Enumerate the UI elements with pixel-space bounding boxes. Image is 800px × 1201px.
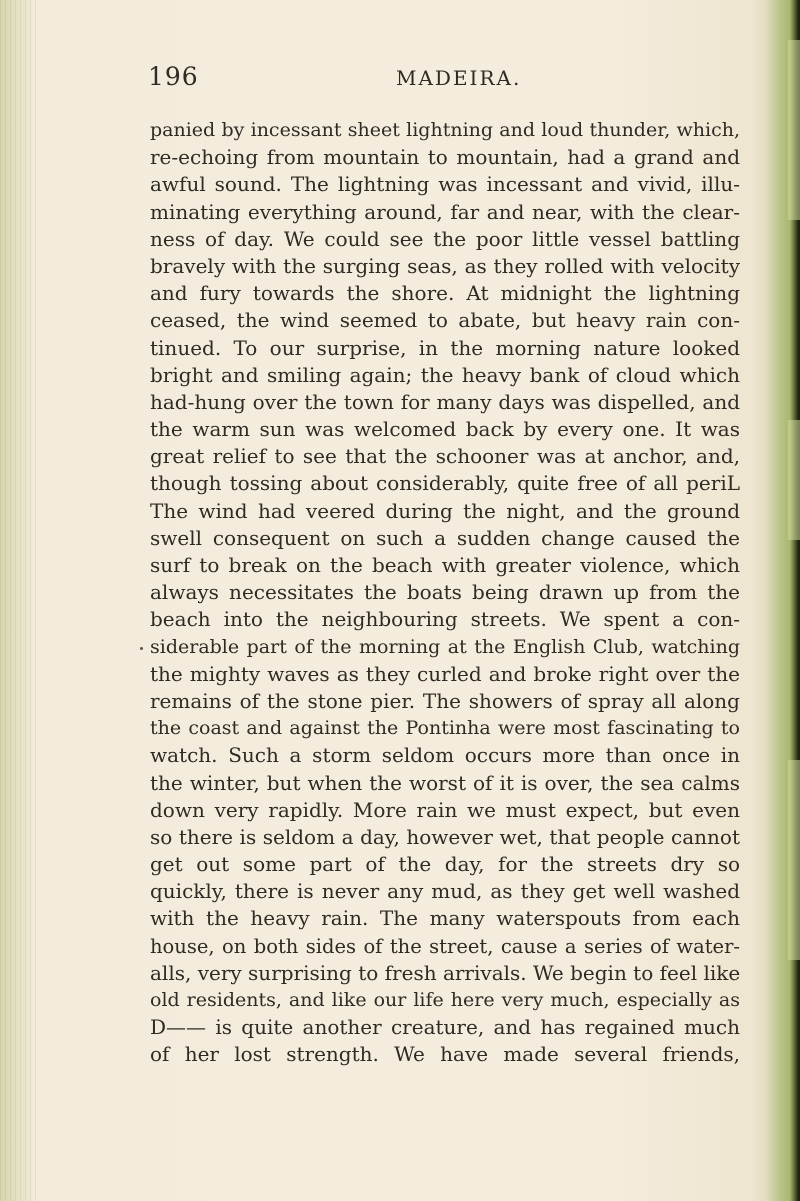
text-line: great relief to see that the schooner was at anchor, and, [150, 444, 740, 469]
body-text [150, 117, 740, 1069]
text-line: always necessitates the boats being drawn up from the [150, 580, 740, 605]
text-line: down very rapidly. More rain we must expect, but even [150, 797, 740, 822]
text-line: surf to break on the beach with greater violence, which [150, 553, 740, 577]
running-title: MADEIRA. [396, 66, 522, 90]
text-line: swell consequent on such a sudden change caused the [150, 525, 740, 550]
text-line: the mighty waves as they curled and broke right over the [150, 661, 740, 686]
text-line: quickly, there is never any mud, as they get well washed [150, 879, 740, 904]
text-line: ness of day. We could see the poor little vessel battling [150, 226, 740, 251]
text-line: old residents, and like our life here very much, especially as [150, 989, 740, 1011]
text-line: house, on both sides of the street, cause a series of water- [150, 934, 740, 958]
text-line: The wind had veered during the night, and the ground [150, 498, 740, 523]
text-line: ceased, the wind seemed to abate, but heavy rain con- [150, 308, 740, 333]
text-line: beach into the neighbouring streets. We spent a con- [150, 607, 740, 632]
text-line: panied by incessant sheet lightning and loud thunder, which, [150, 119, 740, 141]
text-line: and fury towards the shore. At midnight the lightning [150, 281, 740, 306]
text-line: the warm sun was welcomed back by every one. It was [150, 417, 740, 442]
page-fore-edge [752, 0, 800, 1201]
text-line: tinued. To our surprise, in the morning nature looked [150, 335, 740, 360]
page-gutter-edge [0, 0, 36, 1201]
text-line: get out some part of the day, for the streets dry so [150, 852, 740, 877]
text-line: so there is seldom a day, however wet, that people cannot [150, 824, 740, 849]
text-line: alls, very surprising to fresh arrivals. We begin to feel like [150, 960, 741, 985]
text-line: re-echoing from mountain to mountain, had a grand and [150, 145, 740, 170]
text-line: the coast and against the Pontinha were most fascinating to [150, 717, 740, 740]
text-line: the winter, but when the worst of it is over, the sea calms [150, 770, 740, 795]
text-line: remains of the stone pier. The showers of spray all along [150, 688, 740, 713]
text-line: awful sound. The lightning was incessant and vivid, illu- [150, 172, 740, 197]
page-number: 196 [148, 62, 199, 91]
text-line: watch. Such a storm seldom occurs more than once in [150, 743, 740, 768]
text-line: siderable part of the morning at the English Club, watching [150, 635, 740, 658]
text-line: bravely with the surging seas, as they rolled with velocity [150, 253, 740, 278]
text-line: though tossing about considerably, quite free of all periL [150, 471, 740, 496]
text-line: of her lost strength. We have made several friends, [150, 1042, 740, 1067]
text-line: with the heavy rain. The many waterspouts from each [150, 906, 740, 931]
text-line: minating everything around, far and near, with the clear- [150, 199, 740, 224]
stray-mark [140, 647, 143, 650]
text-line: had-hung over the town for many days was dispelled, and [150, 389, 740, 414]
running-head [0, 62, 800, 102]
text-line: D—— is quite another creature, and has regained much [150, 1015, 740, 1040]
text-line: bright and smiling again; the heavy bank of cloud which [150, 362, 740, 387]
